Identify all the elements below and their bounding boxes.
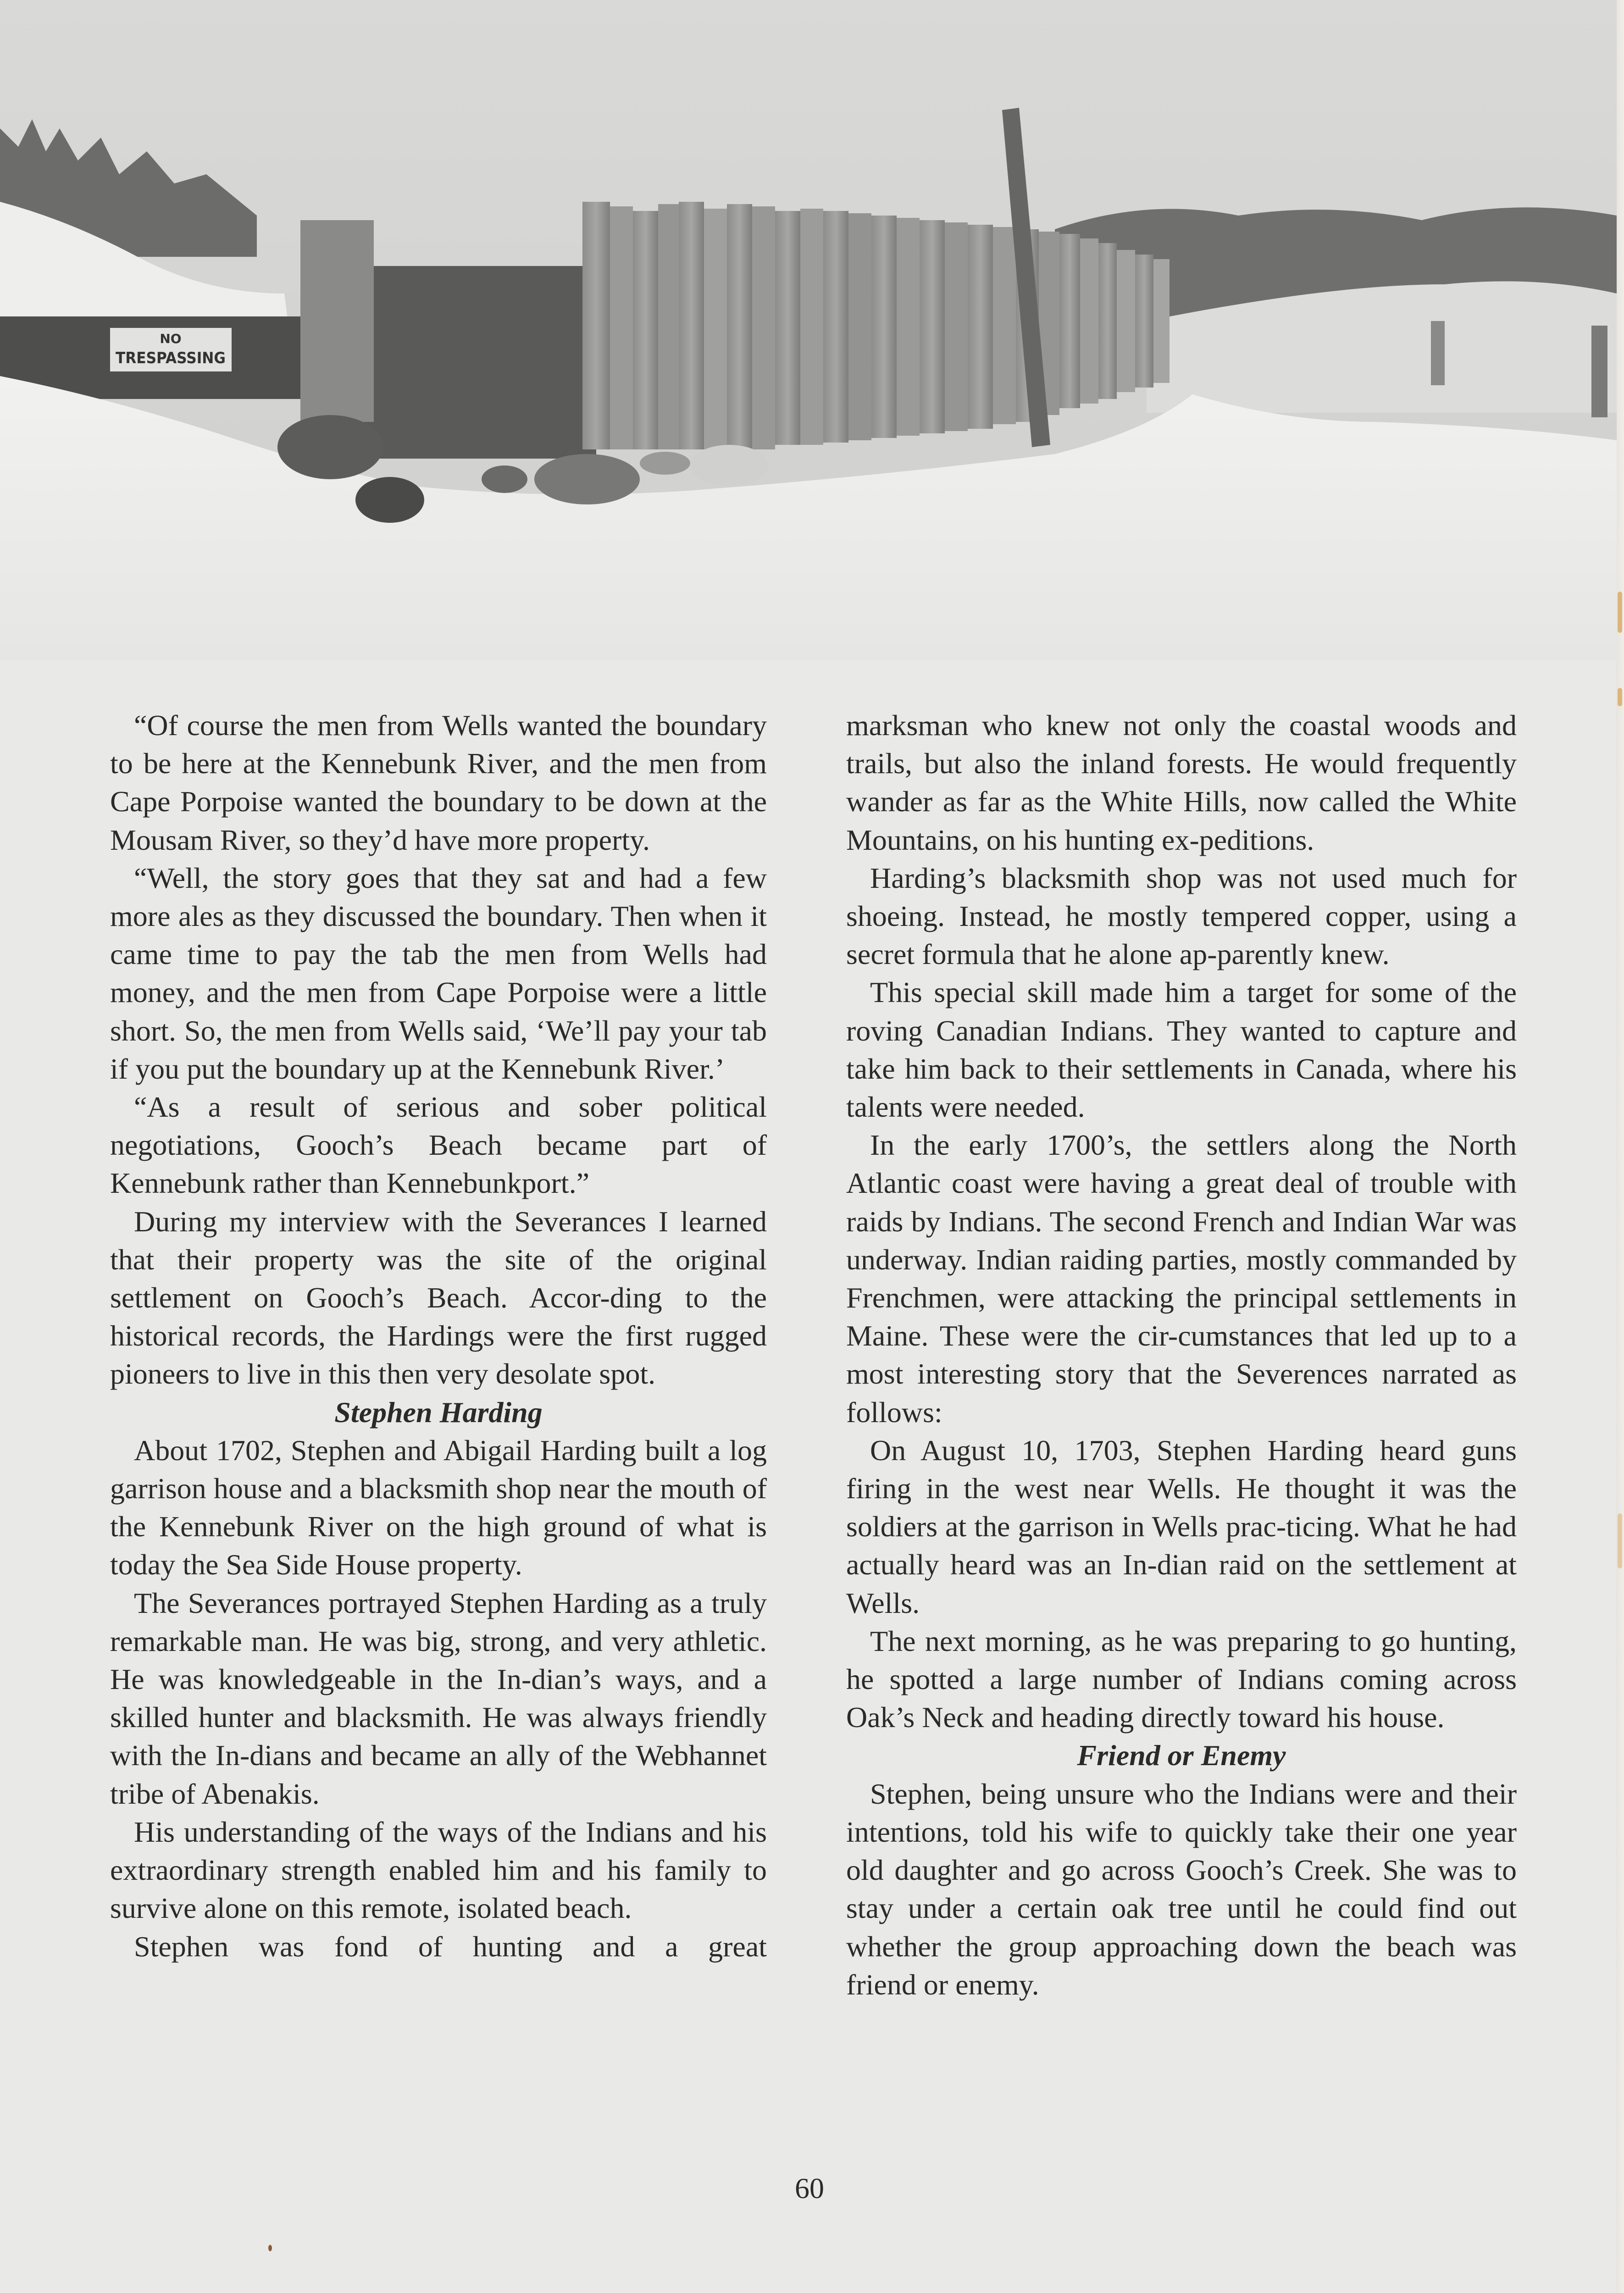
paragraph: In the early 1700’s, the settlers along the North Atlantic coast were having a great deal of trouble with raids by Indians. The second French and Indian War was underway. Indian raiding parties, mostly commanded by Frenchmen, were attacking the principal settlements in Maine. These were the cir-cumstances that led up to a most interesting story that the Severences narrated as follows: [846,1129,1517,1429]
paragraph: The next morning, as he was preparing to go hunting, he spotted a large number of Indians coming across Oak’s Neck and heading directly toward his house. [846,1624,1517,1734]
text-column-left [110,706,767,1966]
rock [355,477,424,523]
rock [277,415,383,479]
paragraph: During my interview with the Severances I learned that their property was the site of the original settlement on Gooch’s Beach. Accor-ding to the historical records, the Hardings were the first rugged pioneers to live in this then very desolate spot. [110,1205,767,1390]
paragraph: Stephen was fond of hunting and a great [134,1930,767,1963]
paragraph: This special skill made him a target for some of the roving Canadian Indians. They wanted to capture and take him back to their settlements in Canada, where his talents were needed. [846,976,1517,1124]
distant-post [1431,321,1445,385]
rock [482,465,527,493]
paragraph: “As a result of serious and sober political negotiations, Gooch’s Beach became part of Kennebunk rather than Kennebunkport.” [110,1091,767,1200]
paragraph: His understanding of the ways of the Indians and his extraordinary strength enabled him and his family to survive alone on this remote, isolated beach. [110,1815,767,1925]
page-edge [1616,0,1624,2293]
text-column-right [846,706,1517,2004]
section-heading-friend-or-enemy: Friend or Enemy [1077,1739,1286,1772]
paper-stain [1618,1513,1622,1568]
snow-beach-photograph [0,0,1617,660]
paragraph: Harding’s blacksmith shop was not used much for shoeing. Instead, he mostly tempered copper, using a secret formula that he alone ap-parently knew. [846,861,1517,971]
distant-post [1591,326,1607,417]
sign-text-trespassing: TRESPASSING [116,349,226,367]
paper-speck [268,2245,272,2251]
rock [640,452,690,475]
sign-text-no: NO [160,331,182,346]
rock [534,454,640,504]
paragraph: On August 10, 1703, Stephen Harding heard guns firing in the west near Wells. He thought it was the soldiers at the garrison in Wells prac-ticing. What he had actually heard was an In-dian raid on the settlement at Wells. [846,1434,1517,1619]
section-heading-stephen-harding: Stephen Harding [334,1396,543,1429]
paragraph: The Severances portrayed Stephen Harding as a truly remarkable man. He was big, strong, and very athletic. He was knowledgeable in the In-dian’s ways, and a skilled hunter and blacksmith. He was always friendly with the In-dians and became an ally of the Webhannet tribe of Abenakis. [110,1586,767,1810]
photo-illustration [0,0,1617,660]
paper-stain [1618,688,1622,706]
paragraph: “Of course the men from Wells wanted the boundary to be here at the Kennebunk River, and the men from Cape Porpoise wanted the boundary to be down at the Mousam River, so they’d have more property. [110,709,767,856]
paragraph: Stephen, being unsure who the Indians were and their intentions, told his wife to quickly take their one year old daughter and go across Gooch’s Creek. She was to stay under a certain oak tree until he could find out whether the group approaching down the beach was friend or enemy. [846,1777,1517,2001]
paper-stain [1618,592,1622,633]
rock [690,445,768,486]
left-post [300,220,374,422]
paragraph: About 1702, Stephen and Abigail Harding built a log garrison house and a blacksmith shop near the mouth of the Kennebunk River on the high ground of what is today the Sea Side House property. [110,1434,767,1581]
paragraph: “Well, the story goes that they sat and had a few more ales as they discussed the boundary. Then when it came time to pay the tab the men from Wells had money, and the men from Cape Porpoise were a little short. So, the men from Wells said, ‘We’ll pay your tab if you put the boundary up at the Kennebunk River.’ [110,861,767,1085]
page-number: 60 [795,2172,824,2204]
paragraph-continued: marksman who knew not only the coastal woods and trails, but also the inland forests. He would frequently wander as far as the White Hills, now called the White Mountains, on his hunting ex-peditions. [846,709,1517,856]
